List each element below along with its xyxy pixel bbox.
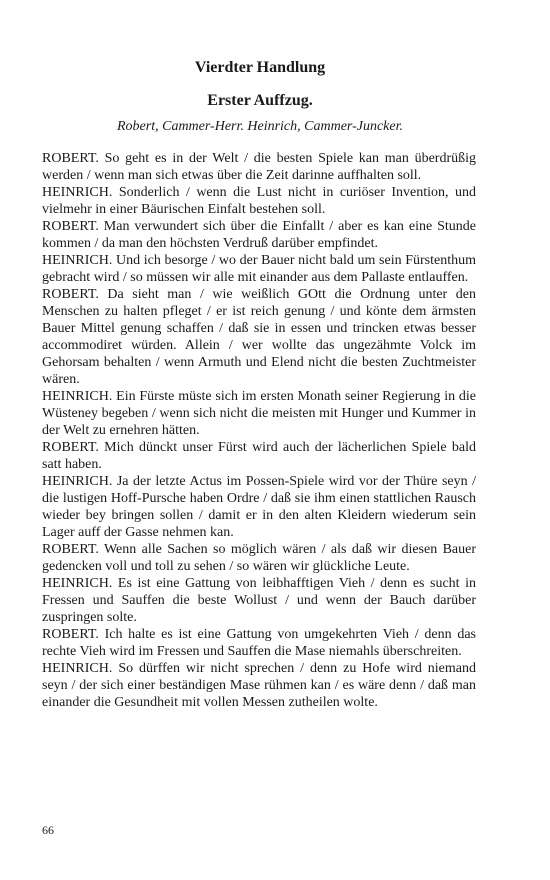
speech-paragraph: ROBERT. Mich dünckt unser Fürst wird auch der lächerlichen Spiele bald satt haben. [42, 440, 476, 472]
scene-title: Erster Auffzug. [207, 92, 313, 109]
speech-paragraph: HEINRICH. Ein Fürste müste sich im ersten Monath seiner Regierung in die Wüsteney begeben / wenn sich nicht die meisten mit Hunger und Kummer in der Welt zu ernehren hätten. [42, 389, 476, 438]
speech-paragraph: HEINRICH. So dürffen wir nicht sprechen / denn zu Hofe wird niemand seyn / der sich einer beständigen Mase rühmen kan / es wäre denn / daß man einander die Gesundheit mit vollen Messen zutheilen wolte. [42, 661, 476, 710]
speech-paragraph: HEINRICH. Ja der letzte Actus im Possen-Spiele wird vor der Thüre seyn / die lustigen Hoff-Pursche haben Ordre / daß sie ihm einen stattlichen Rausch wieder bey bringen sollen / damit er in den alten Kleidern wiederum sein Lager auff der Gasse nehmen kan. [42, 474, 476, 540]
page-number: 66 [42, 823, 54, 837]
speech-paragraph: ROBERT. Da sieht man / wie weißlich GOtt die Ordnung unter den Menschen zu halten pfleget / er ist reich genung / und könte dem ärmsten Bauer Mittel genung schaffen / daß sie in essen und trincken etwas besser accommodiret würden. Allein / wer wollte das ungezähmte Volck im Gehorsam behalten / wenn Armuth und Elend nicht die besten Zuchtmeister wären. [42, 287, 476, 387]
dialogue-body [42, 150, 476, 711]
cast-list: Robert, Cammer-Herr. Heinrich, Cammer-Juncker. [117, 119, 403, 134]
act-title: Vierdter Handlung [194, 59, 326, 76]
speech-paragraph: ROBERT. Wenn alle Sachen so möglich wären / als daß wir diesen Bauer gedencken voll und toll zu sehen / so wären wir glückliche Leute. [42, 542, 476, 574]
speech-paragraph: ROBERT. Ich halte es ist eine Gattung von umgekehrten Vieh / denn das rechte Vieh wird im Fressen und Sauffen die Mase niemahls überschreiten. [42, 627, 476, 659]
speech-paragraph: HEINRICH. Und ich besorge / wo der Bauer nicht bald um sein Fürstenthum gebracht wird / so müssen wir alle mit einander aus dem Pallaste entlauffen. [42, 253, 476, 285]
speech-paragraph: ROBERT. Man verwundert sich über die Einfallt / aber es kan eine Stunde kommen / da man den höchsten Verdruß darüber empfindet. [42, 219, 476, 251]
speech-paragraph: HEINRICH. Es ist eine Gattung von leibhafftigen Vieh / denn es sucht in Fressen und Sauffen die beste Wollust / und wenn der Bauch darüber zuspringen solte. [42, 576, 476, 625]
speech-paragraph: ROBERT. So geht es in der Welt / die besten Spiele kan man überdrüßig werden / wenn man sich etwas über die Zeit darinne auffhalten soll. [42, 151, 476, 183]
speech-paragraph: HEINRICH. Sonderlich / wenn die Lust nicht in curiöser Invention, und vielmehr in einer Bäurischen Einfalt bestehen soll. [42, 185, 476, 217]
